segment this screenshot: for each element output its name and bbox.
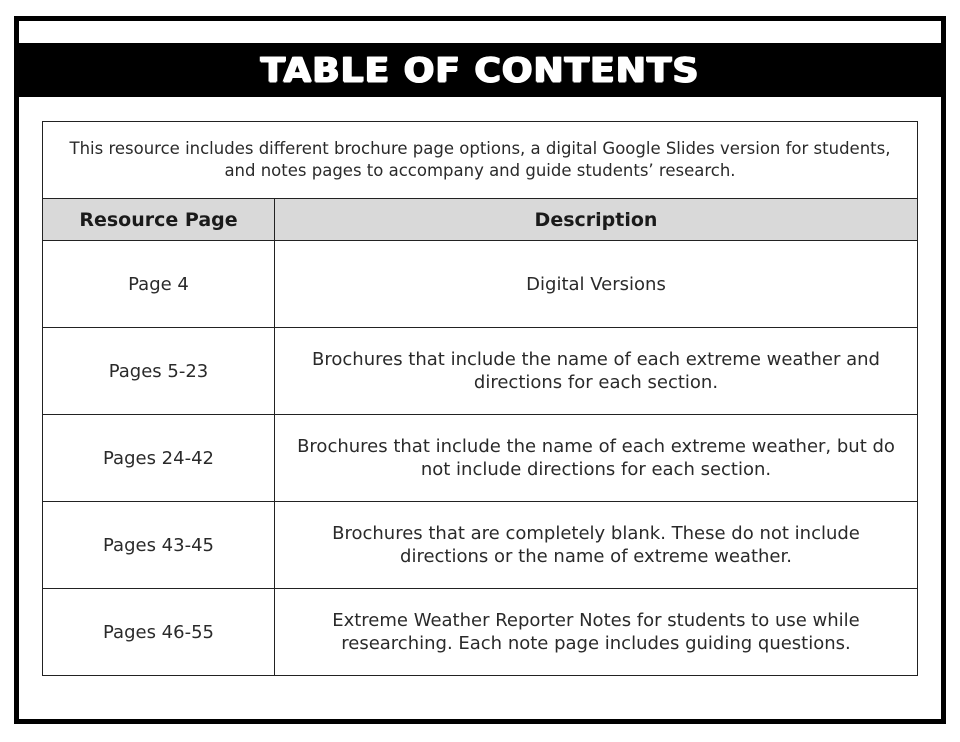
row-page: Page 4 <box>43 241 275 328</box>
row-page: Pages 24-42 <box>43 415 275 502</box>
row-page: Pages 43-45 <box>43 502 275 589</box>
header-resource-page: Resource Page <box>43 199 275 241</box>
intro-row <box>43 122 918 199</box>
row-description: Brochures that include the name of each extreme weather and directions for each section. <box>275 328 918 415</box>
row-description: Brochures that are completely blank. These do not include directions or the name of extreme weather. <box>275 502 918 589</box>
table-row <box>43 415 918 502</box>
header-row <box>43 199 918 241</box>
row-description: Digital Versions <box>275 241 918 328</box>
page-frame <box>14 16 946 724</box>
intro-text: This resource includes different brochure page options, a digital Google Slides version for students, and notes pages to accompany and guide students’ research. <box>43 122 918 199</box>
table-row <box>43 502 918 589</box>
page-title: TABLE OF CONTENTS <box>260 50 700 90</box>
table-row <box>43 589 918 676</box>
row-description: Extreme Weather Reporter Notes for students to use while researching. Each note page includes guiding questions. <box>275 589 918 676</box>
row-description: Brochures that include the name of each extreme weather, but do not include directions for each section. <box>275 415 918 502</box>
row-page: Pages 5-23 <box>43 328 275 415</box>
table-row <box>43 328 918 415</box>
header-description: Description <box>275 199 918 241</box>
table-row <box>43 241 918 328</box>
title-band <box>19 43 941 97</box>
contents-table <box>42 121 918 676</box>
row-page: Pages 46-55 <box>43 589 275 676</box>
